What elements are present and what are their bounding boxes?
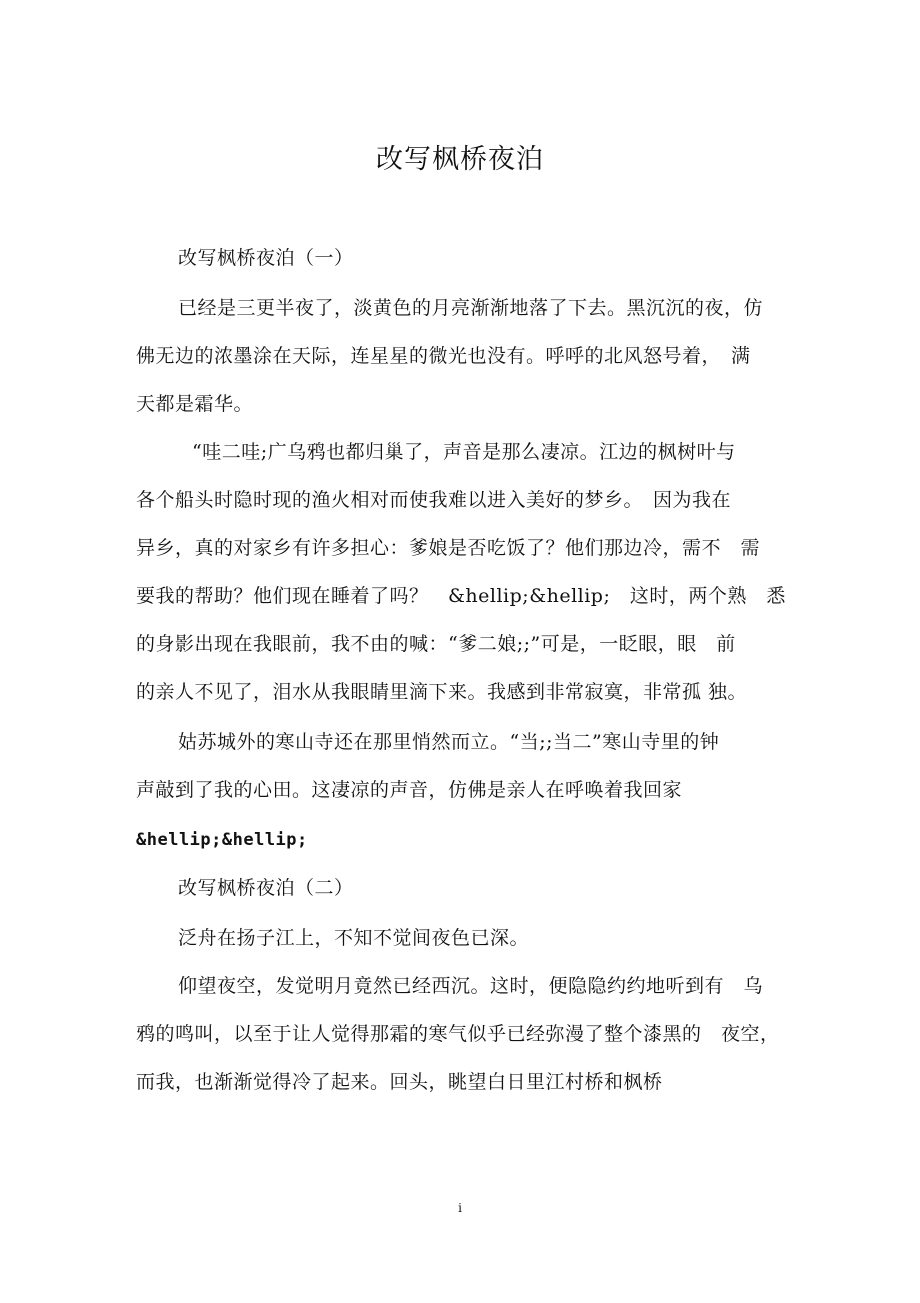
section-heading-1: 改写枫桥夜泊（一） bbox=[178, 247, 354, 269]
paragraph-1-line-2: 佛无边的浓墨涂在天际，连星星的微光也没有。呼呼的北风怒号着， 满 bbox=[136, 345, 751, 367]
paragraph-2-line-5: 的身影出现在我眼前，我不由的喊：“爹二娘;;”可是，一眨眼，眼 前 bbox=[136, 633, 736, 655]
paragraph-2-line-2: 各个船头时隐时现的渔火相对而使我难以进入美好的梦乡。 因为我在 bbox=[136, 489, 732, 511]
paragraph-2-line-4: 要我的帮助？他们现在睡着了吗？ &hellip;&hellip; 这时，两个熟 悉 bbox=[136, 585, 786, 607]
page-number: i bbox=[458, 1201, 462, 1215]
paragraph-1-line-3: 天都是霜华。 bbox=[136, 393, 254, 415]
paragraph-4-line-1: 泛舟在扬子江上，不知不觉间夜色已深。 bbox=[178, 927, 530, 949]
paragraph-2-line-1: “哇二哇;广乌鸦也都归巢了，声音是那么凄凉。江边的枫树叶与 bbox=[192, 441, 736, 463]
paragraph-5-line-2: 鸦的鸣叫，以至于让人觉得那霜的寒气似乎已经弥漫了整个漆黑的 夜空， bbox=[136, 1023, 780, 1045]
paragraph-2-line-3: 异乡，真的对家乡有许多担心：爹娘是否吃饭了？他们那边冷，需不 需 bbox=[136, 537, 761, 559]
paragraph-3-line-3: &hellip;&hellip; bbox=[136, 830, 308, 850]
section-heading-2: 改写枫桥夜泊（二） bbox=[178, 877, 354, 899]
paragraph-5-line-3: 而我，也渐渐觉得冷了起来。回头，眺望白日里江村桥和枫桥 bbox=[136, 1071, 663, 1093]
page-title: 改写枫桥夜泊 bbox=[376, 144, 544, 175]
paragraph-3-line-1: 姑苏城外的寒山寺还在那里悄然而立。“当;;当二”寒山寺里的钟 bbox=[178, 731, 720, 753]
paragraph-5-line-1: 仰望夜空，发觉明月竟然已经西沉。这时，便隐隐约约地听到有 乌 bbox=[178, 975, 764, 997]
paragraph-3-line-2: 声敲到了我的心田。这凄凉的声音，仿佛是亲人在呼唤着我回家 bbox=[136, 779, 683, 801]
paragraph-1-line-1: 已经是三更半夜了，淡黄色的月亮渐渐地落了下去。黑沉沉的夜，仿 bbox=[178, 297, 764, 319]
paragraph-2-line-6: 的亲人不见了，泪水从我眼睛里滴下来。我感到非常寂寞，非常孤 独。 bbox=[136, 681, 748, 703]
